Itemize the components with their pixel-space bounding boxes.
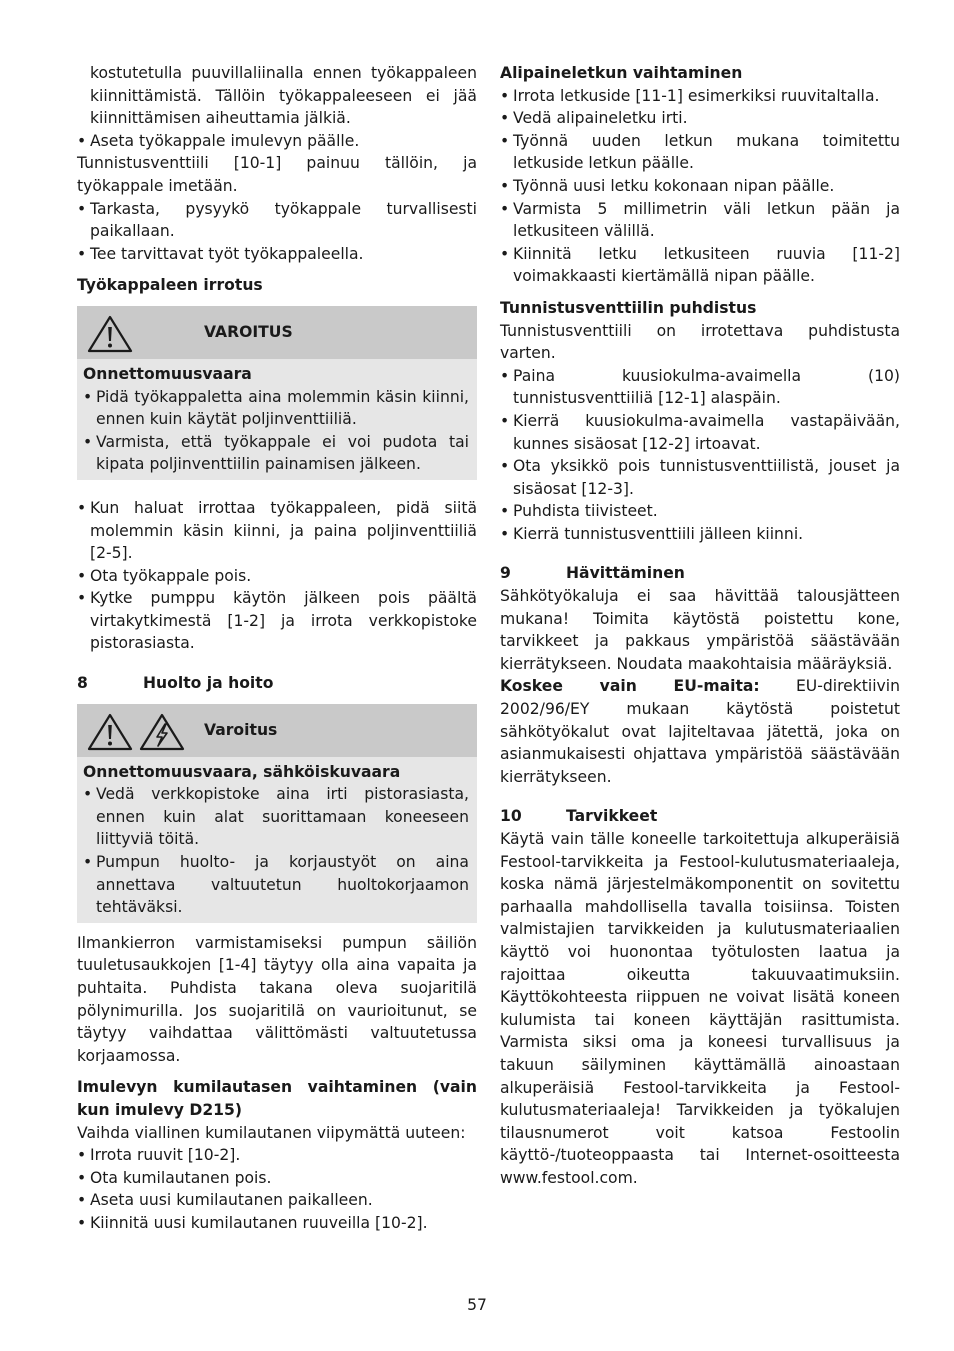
list-item: • Irrota ruuvit [10-2]. <box>77 1144 477 1167</box>
section-title: Hävittäminen <box>566 564 685 583</box>
section-9-heading <box>500 562 900 585</box>
paragraph: Vaihda viallinen kumilautanen viipymättä uuteen: <box>77 1123 466 1142</box>
warning-triangle-icon <box>87 713 133 751</box>
heading-puhdistus: Tunnistusventtiilin puhdistus <box>500 298 757 317</box>
eu-label: Koskee vain EU-maita: <box>500 677 760 696</box>
warning-box-2 <box>77 704 477 923</box>
list-item: • Työnnä uusi letku kokonaan nipan päälle. <box>500 175 900 198</box>
list-item: • Ota työkappale pois. <box>77 565 477 588</box>
eu-text: EU-direktiivin 2002/96/EY mukaan käytöstä poistetut sähkötyökalut ovat lajiteltavaa jätettä, joka on asianmukaisesti ohjattava ympäristöä säästävään kierrätykseen. <box>500 677 900 786</box>
list-item: • Kun haluat irrottaa työkappaleen, pidä siitä molemmin käsin kiinni, ja paina poljinventtiiliä [2-5]. <box>77 497 477 565</box>
electric-shock-icon <box>139 713 185 751</box>
heading-alipaineletku: Alipaineletkun vaihtaminen <box>500 64 743 82</box>
paragraph: Sähkötyökaluja ei saa hävittää talousjätteen mukana! Toimita käytöstä poistettu kone, tarvikkeet ja pakkaus ympäristöä säästävään kierrätykseen. Noudata maakohtaisia määräyksiä. <box>500 587 900 673</box>
list-item: • Työnnä uuden letkun mukana toimitettu letkuside letkun päälle. <box>500 130 900 175</box>
eu-paragraph <box>500 675 900 788</box>
list-item: • Aseta työkappale imulevyn päälle. <box>77 130 477 153</box>
left-column <box>77 62 477 1235</box>
paragraph: Käytä vain tälle koneelle tarkoitettuja alkuperäisiä Festool-tarvikkeita ja Festool-kulutusmateriaaleja, koska nämä järjestelmäkomponentit on sovitettu parhaalla mahdollisella tavalla toisiinsa. Toisten valmistajien tarvikkeiden ja kulutusmateriaalien käyttö voi huonontaa työtulosten laatua ja rajoittaa oikeutta takuuvaatimuksiin. Käyttökohteesta riippuen ne voivat lisätä koneen kulumista tai koneen käyttäjän rasittumista. Varmista siksi oma ja koneesi turvallisuus ja takuun säilyminen käyttämällä ainoastaan alkuperäisiä Festool-tarvikkeita ja Festool-kulutusmateriaaleja! Tarvikkeiden ja työkalujen tilausnumerot voit katsoa Festoolin käyttö-/tuoteoppaasta tai Internet-osoitteesta www.festool.com. <box>500 830 900 1187</box>
list-item: • Kierrä kuusiokulma-avaimella vastapäivään, kunnes sisäosat [12-2] irtoavat. <box>500 410 900 455</box>
list-item: • Kiinnitä letku letkusiteen ruuvia [11-2] voimakkaasti kiertämällä nipan päälle. <box>500 243 900 288</box>
intro-continuation: kostutetulla puuvillaliinalla ennen työkappaleen kiinnittämistä. Tällöin työkappaleeseen ei jää kiinnittämisen aiheuttamia jälkiä. <box>90 64 477 128</box>
heading-kumilautanen: Imulevyn kumilautasen vaihtaminen (vain kun imulevy D215) <box>77 1078 477 1119</box>
section-title: Tarvikkeet <box>566 807 658 826</box>
page-number: 57 <box>467 1296 487 1314</box>
list-item: • Kierrä tunnistusventtiili jälleen kiinni. <box>500 523 900 546</box>
warning-title: Varoitus <box>204 720 278 739</box>
section-number: 10 <box>500 807 522 826</box>
list-item: • Tarkasta, pysyykö työkappale turvallisesti paikallaan. <box>77 198 477 243</box>
heading-irrotus: Työkappaleen irrotus <box>77 276 263 295</box>
paragraph: Tunnistusventtiili [10-1] painuu tällöin, ja työkappale imetään. <box>77 154 477 195</box>
right-column <box>500 62 900 1190</box>
warning-item: • Pumpun huolto- ja korjaustyöt on aina annettava valtuutetun huoltokorjaamon tehtäväksi. <box>83 851 469 919</box>
list-item: • Tee tarvittavat työt työkappaleella. <box>77 243 477 266</box>
warning-item: • Vedä verkkopistoke aina irti pistorasiasta, ennen kuin alat suorittamaan koneeseen liittyviä töitä. <box>83 783 469 851</box>
warning-item: • Pidä työkappaletta aina molemmin käsin kiinni, ennen kuin käytät poljinventtiiliä. <box>83 386 469 431</box>
warning-box-1 <box>77 306 477 480</box>
list-item: • Vedä alipaineletku irti. <box>500 107 900 130</box>
paragraph: Ilmankierron varmistamiseksi pumpun säiliön tuuletusaukkojen [1-4] täytyy olla aina vapaita ja puhtaita. Puhdista takana oleva suojaritilä pölynimurilla. Jos suojaritilä on vaurioitunut, se täytyy vaihdattaa välittömästi valtuutetussa korjaamossa. <box>77 933 477 1065</box>
list-item: • Irrota letkuside [11-1] esimerkiksi ruuvitaltalla. <box>500 85 900 108</box>
warning-header <box>77 306 477 359</box>
list-item: • Ota yksikkö pois tunnistusventtiilistä, jouset ja sisäosat [12-3]. <box>500 455 900 500</box>
list-item: • Kytke pumppu käytön jälkeen pois päältä virtakytkimestä [1-2] ja irrota verkkopistoke pistorasiasta. <box>77 587 477 655</box>
section-title: Huolto ja hoito <box>143 674 274 693</box>
section-number: 9 <box>500 564 511 583</box>
paragraph: Tunnistusventtiili on irrotettava puhdistusta varten. <box>500 321 900 363</box>
list-item: • Kiinnitä uusi kumilautanen ruuveilla [10-2]. <box>77 1212 477 1235</box>
warning-subtitle: Onnettomuusvaara, sähköiskuvaara <box>83 762 401 781</box>
list-item: • Aseta uusi kumilautanen paikalleen. <box>77 1189 477 1212</box>
warning-header <box>77 704 477 757</box>
warning-title: VAROITUS <box>204 322 293 341</box>
warning-subtitle: Onnettomuusvaara <box>83 364 252 383</box>
list-item: • Paina kuusiokulma-avaimella (10) tunnistusventtiiliä [12-1] alaspäin. <box>500 365 900 410</box>
section-number: 8 <box>77 674 88 693</box>
section-10-heading <box>500 805 900 828</box>
warning-item: • Varmista, että työkappale ei voi pudota tai kipata poljinventtiilin painamisen jälkeen. <box>83 431 469 476</box>
warning-triangle-icon <box>87 315 133 353</box>
section-8-heading <box>77 672 477 695</box>
list-item: • Ota kumilautanen pois. <box>77 1167 477 1190</box>
list-item: • Puhdista tiivisteet. <box>500 500 900 523</box>
list-item: • Varmista 5 millimetrin väli letkun pään ja letkusiteen välillä. <box>500 198 900 243</box>
